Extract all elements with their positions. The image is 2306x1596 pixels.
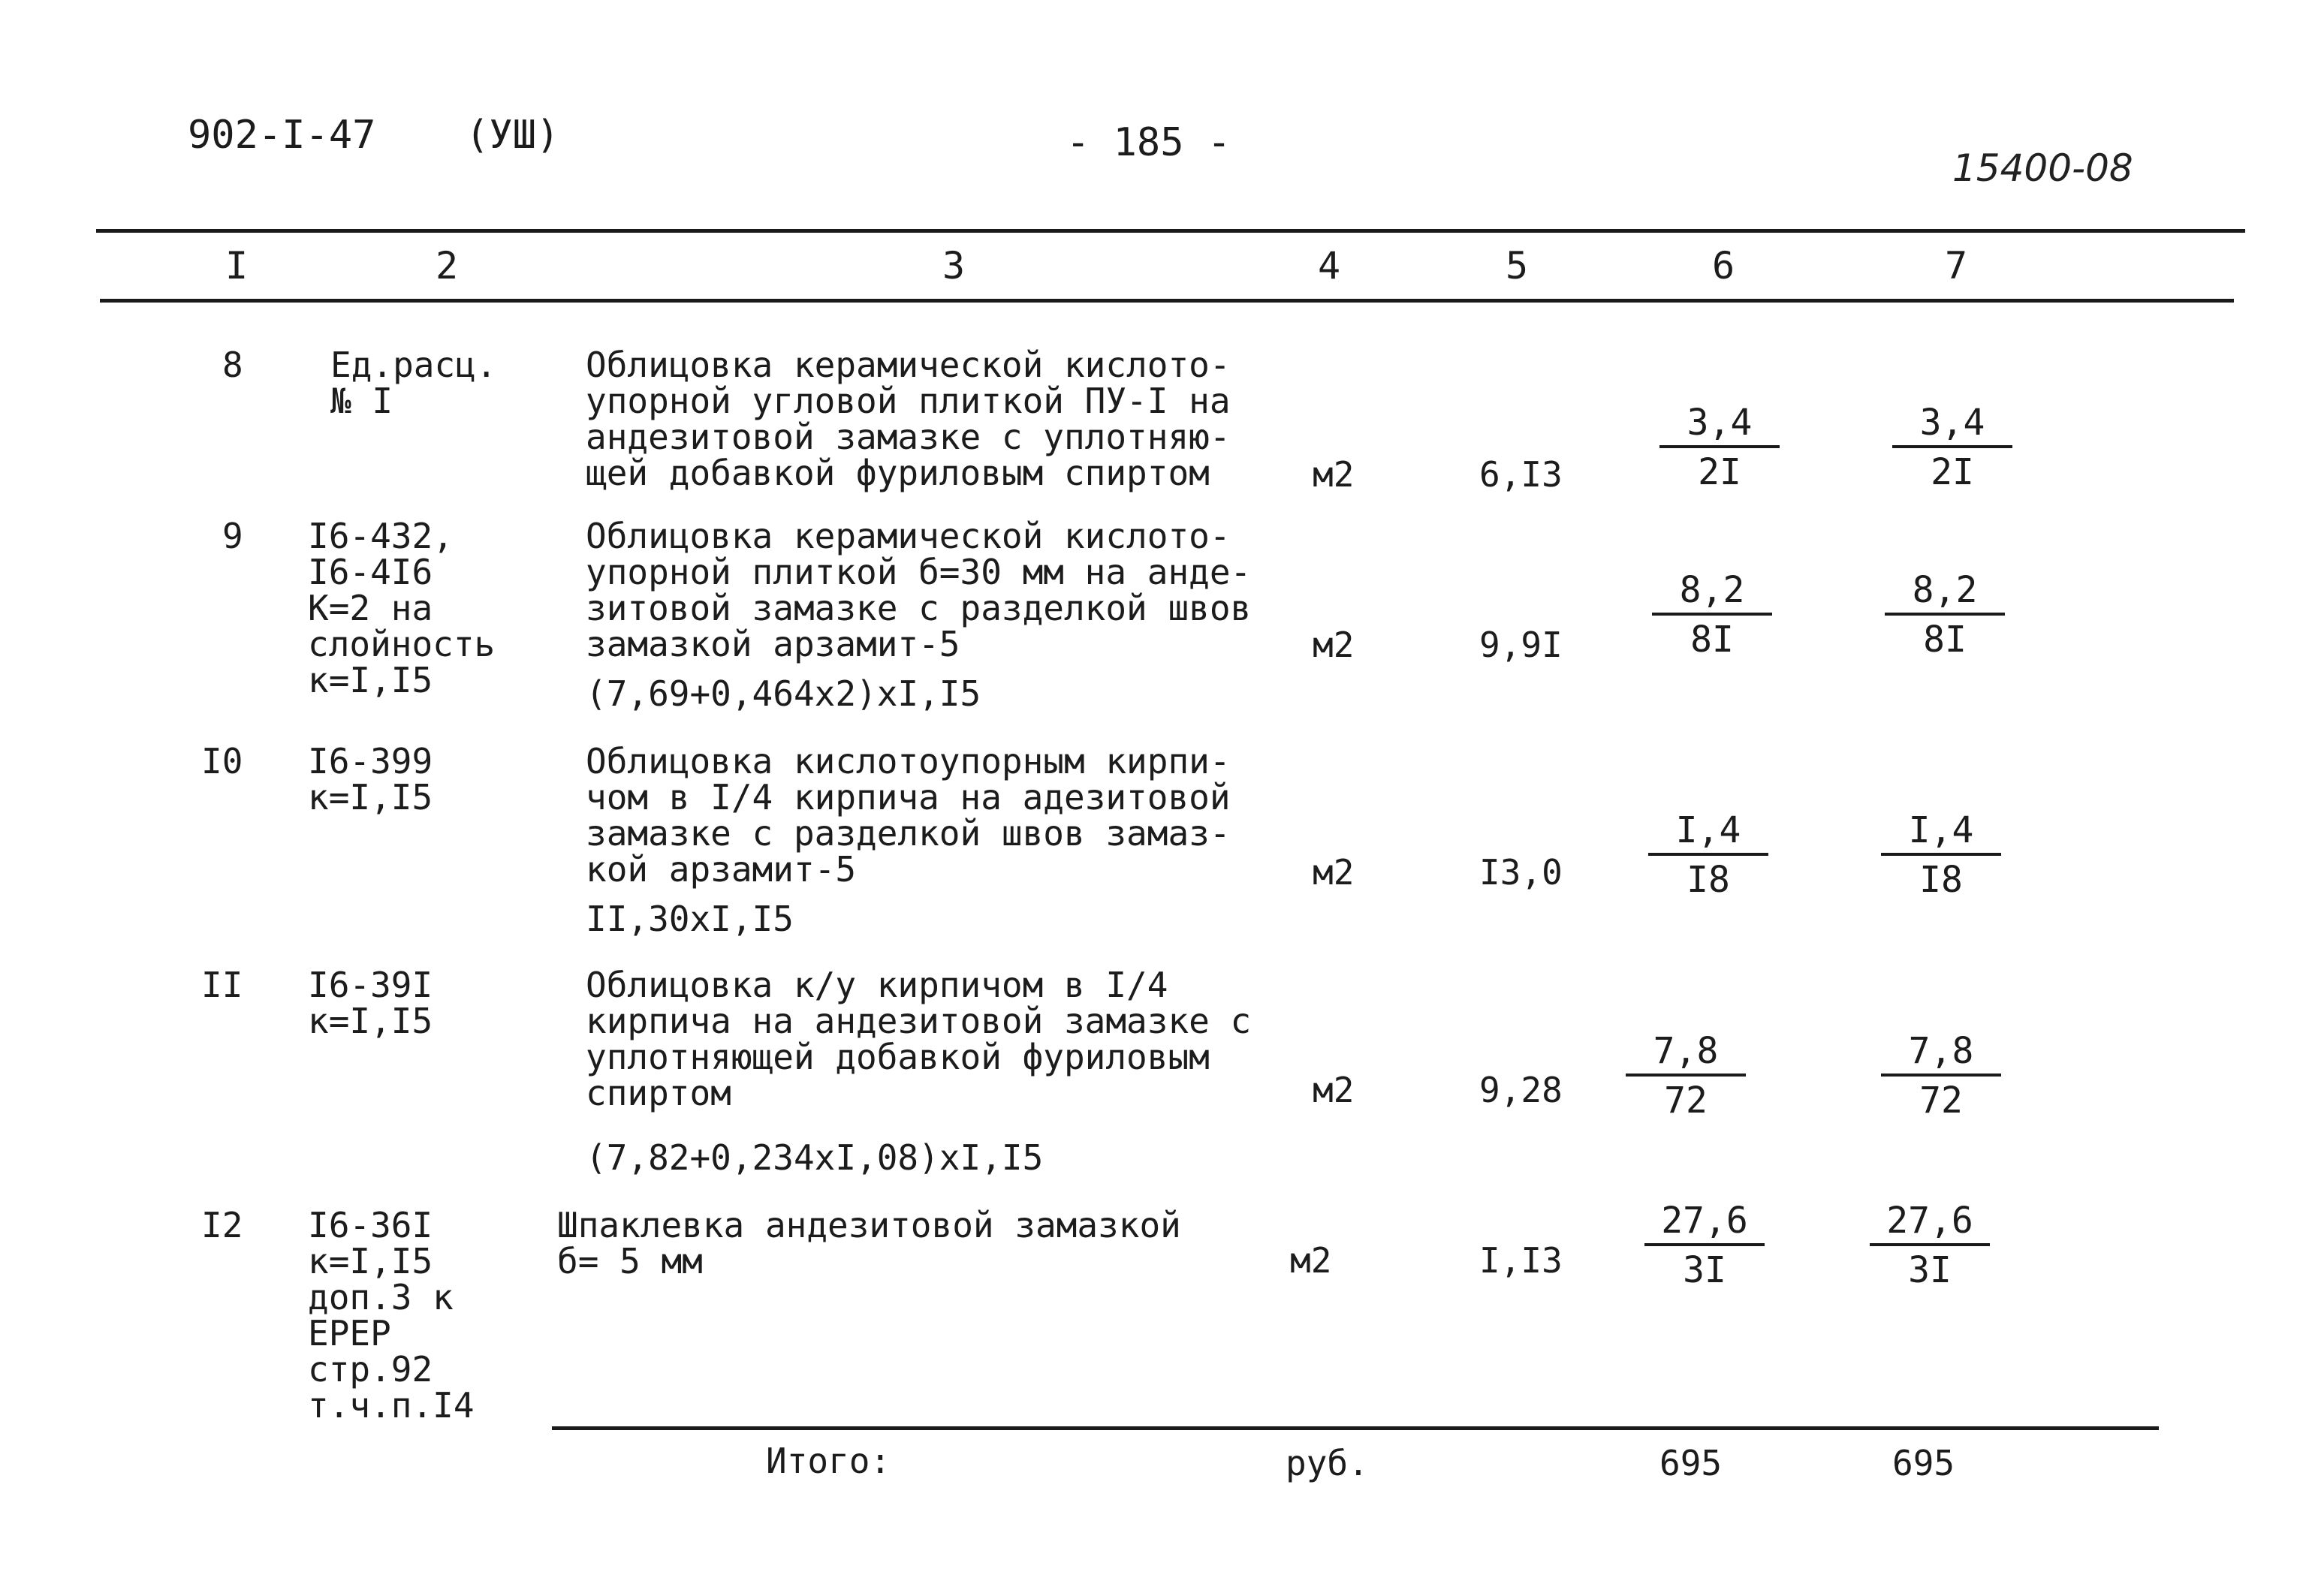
- row-basis: Ед.расц. № I: [330, 345, 497, 421]
- row-number: 8: [222, 345, 243, 385]
- reference-number: 15400-08: [1952, 146, 2133, 190]
- col6-numerator: 3,4: [1659, 402, 1780, 448]
- row-quantity: 9,9I: [1479, 625, 1563, 665]
- col7-numerator: 3,4: [1892, 402, 2012, 448]
- column-header-6: 6: [1711, 244, 1735, 288]
- row-number: I0: [201, 741, 243, 781]
- row-quantity: I,I3: [1479, 1240, 1563, 1281]
- col7-numerator: 8,2: [1885, 569, 2005, 616]
- col6-denominator: 8I: [1690, 619, 1734, 661]
- row-number: I2: [201, 1205, 243, 1245]
- col6-denominator: 72: [1664, 1080, 1708, 1122]
- document-series: (УШ): [466, 113, 560, 158]
- col6-denominator: 3I: [1683, 1249, 1726, 1291]
- total-rule: [552, 1426, 2159, 1430]
- column-header-1: I: [225, 244, 249, 288]
- col6-numerator: 27,6: [1644, 1200, 1765, 1246]
- row-calculation: (7,82+0,234xI,08)xI,I5: [586, 1137, 1044, 1178]
- row-unit: м2: [1313, 852, 1355, 893]
- col7-denominator: I8: [1919, 859, 1963, 901]
- row-number: II: [201, 965, 243, 1005]
- col7-denominator: 3I: [1908, 1249, 1952, 1291]
- document-code: 902-I-47: [188, 113, 376, 158]
- row-basis: I6-39I к=I,I5: [308, 965, 433, 1041]
- col7-numerator: 7,8: [1881, 1030, 2001, 1077]
- row-quantity: 9,28: [1479, 1070, 1563, 1110]
- row-unit: м2: [1313, 454, 1355, 495]
- row-col7-fraction: [1870, 1200, 1990, 1291]
- row-basis: I6-399 к=I,I5: [308, 741, 433, 818]
- row-col7-fraction: [1881, 809, 2001, 901]
- row-col6-fraction: [1644, 1200, 1765, 1291]
- col7-denominator: 72: [1919, 1080, 1963, 1122]
- row-quantity: 6,I3: [1479, 454, 1563, 495]
- row-unit: м2: [1290, 1240, 1332, 1281]
- row-description: Облицовка керамической кислото- упорной плиткой б=30 мм на анде- зитовой замазке с разделкой швов замазкой арзамит-5: [586, 516, 1252, 664]
- row-description: Облицовка к/у кирпичом в I/4 кирпича на андезитовой замазке с уплотняющей добавкой фуриловым спиртом: [586, 965, 1252, 1113]
- row-col7-fraction: [1892, 402, 2012, 493]
- column-header-3: 3: [942, 244, 966, 288]
- col7-numerator: I,4: [1881, 809, 2001, 856]
- total-label: Итого:: [766, 1441, 891, 1481]
- col6-denominator: 2I: [1698, 451, 1741, 493]
- row-col6-fraction: [1659, 402, 1780, 493]
- total-col6: 695: [1659, 1443, 1723, 1483]
- row-basis: I6-36I к=I,I5 доп.3 к ЕРЕР стр.92 т.ч.п.I4: [308, 1205, 475, 1426]
- total-unit: руб.: [1286, 1443, 1369, 1483]
- row-col6-fraction: [1648, 809, 1768, 901]
- page-number: - 185 -: [1066, 120, 1231, 165]
- row-description: Шпаклевка андезитовой замазкой б= 5 мм: [557, 1205, 1181, 1281]
- row-col7-fraction: [1881, 1030, 2001, 1122]
- column-header-5: 5: [1505, 244, 1529, 288]
- row-col7-fraction: [1885, 569, 2005, 661]
- row-unit: м2: [1313, 625, 1355, 665]
- total-col7: 695: [1892, 1443, 1955, 1483]
- column-header-2: 2: [435, 244, 459, 288]
- col6-numerator: I,4: [1648, 809, 1768, 856]
- col6-numerator: 7,8: [1626, 1030, 1746, 1077]
- col6-denominator: I8: [1687, 859, 1730, 901]
- table-header-rule: [100, 299, 2234, 303]
- row-calculation: II,30xI,I5: [586, 899, 794, 939]
- row-unit: м2: [1313, 1070, 1355, 1110]
- table-top-rule: [96, 229, 2245, 233]
- row-description: Облицовка керамической кислото- упорной угловой плиткой ПУ-I на андезитовой замазке с уплотняю- щей добавкой фуриловым спиртом: [586, 345, 1231, 493]
- row-basis: I6-432, I6-4I6 К=2 на слойность к=I,I5: [308, 516, 496, 700]
- row-description: Облицовка кислотоупорным кирпи- чом в I/4 кирпича на адезитовой замазке с разделкой швов замаз- кой арзамит-5: [586, 741, 1231, 890]
- row-calculation: (7,69+0,464x2)xI,I5: [586, 673, 981, 714]
- row-col6-fraction: [1652, 569, 1772, 661]
- col7-numerator: 27,6: [1870, 1200, 1990, 1246]
- column-header-4: 4: [1317, 244, 1341, 288]
- row-quantity: I3,0: [1479, 852, 1563, 893]
- column-header-7: 7: [1944, 244, 1968, 288]
- col7-denominator: 8I: [1923, 619, 1967, 661]
- row-number: 9: [222, 516, 243, 556]
- row-col6-fraction: [1626, 1030, 1746, 1122]
- col6-numerator: 8,2: [1652, 569, 1772, 616]
- col7-denominator: 2I: [1931, 451, 1974, 493]
